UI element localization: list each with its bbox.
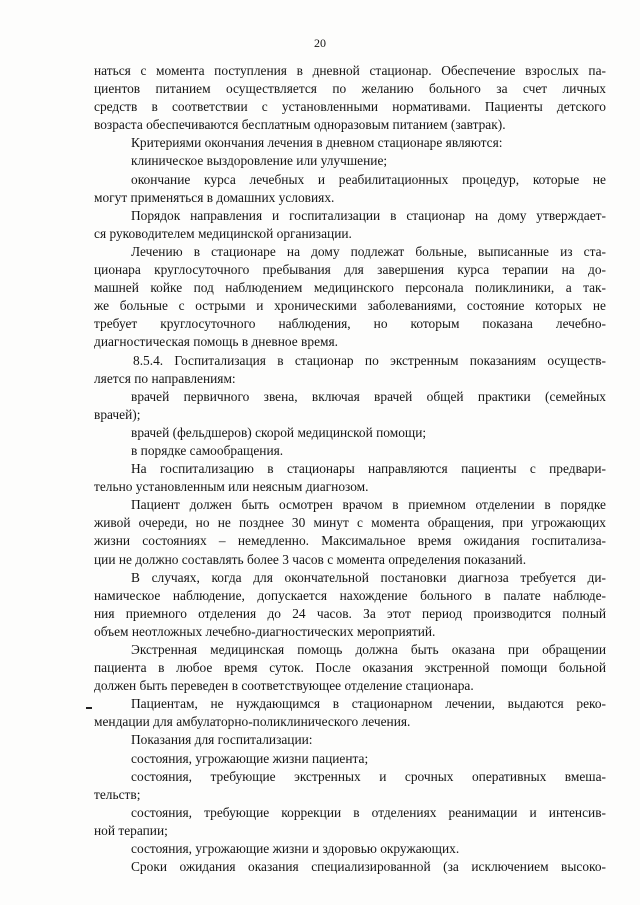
text-line: в порядке самообращения. xyxy=(131,442,284,458)
text-line: пациента в любое время суток. После оказания экстренной помощи больной xyxy=(94,660,606,676)
text-line: ляется по направлениям: xyxy=(94,370,236,386)
text-line: Порядок направления и госпитализации в стационар на дому утверждает- xyxy=(131,207,606,223)
text-line: врачей (фельдшеров) скорой медицинской помощи; xyxy=(131,424,427,440)
text-line: жизни состояниях – немедленно. Максимальное время ожидания госпитализа- xyxy=(94,533,606,549)
text-line: Пациентам, не нуждающимся в стационарном лечении, выдаются реко- xyxy=(131,696,606,712)
text-line: же больные с острыми и хроническими заболеваниями, состояние которых не xyxy=(94,298,606,314)
text-line: ции не должно составлять более 3 часов с момента определения показаний. xyxy=(94,551,527,567)
text-line: Пациент должен быть осмотрен врачом в приемном отделении в порядке xyxy=(131,497,606,513)
text-line: Лечению в стационаре на дому подлежат больные, выписанные из ста- xyxy=(131,243,606,259)
text-line: врачей); xyxy=(94,406,141,422)
text-line: ной терапии; xyxy=(94,822,168,838)
text-line: средств в соответствии с установленными нормативами. Пациенты детского xyxy=(94,99,606,115)
text-line: должен быть переведен в соответствующее отделение стационара. xyxy=(94,678,474,694)
text-line: Сроки ожидания оказания специализированной (за исключением высоко- xyxy=(131,859,606,875)
text-line: врачей первичного звена, включая врачей общей практики (семейных xyxy=(131,388,606,404)
text-line: Экстренная медицинская помощь должна быть оказана при обращении xyxy=(131,642,606,657)
text-line: ния приемного отделения до 24 часов. За этот период производится полный xyxy=(94,605,606,621)
text-line: В случаях, когда для окончательной постановки диагноза требуется ди- xyxy=(131,569,606,585)
text-line: На госпитализацию в стационары направляются пациенты с предвари- xyxy=(131,461,606,477)
text-line: состояния, угрожающие жизни и здоровью окружающих. xyxy=(131,841,460,857)
page-body xyxy=(94,62,606,876)
text-line: мендации для амбулаторно-поликлинического лечения. xyxy=(94,714,411,730)
text-line: окончание курса лечебных и реабилитационных процедур, которые не xyxy=(131,171,606,187)
text-line: Критериями окончания лечения в дневном стационаре являются: xyxy=(131,135,503,151)
text-line: состояния, требующие коррекции в отделениях реанимации и интенсив- xyxy=(131,804,606,820)
text-line: 8.5.4. Госпитализация в стационар по экстренным показаниям осуществ- xyxy=(133,352,606,368)
text-line: состояния, угрожающие жизни пациента; xyxy=(131,750,369,766)
text-line: возраста обеспечиваются бесплатным одноразовым питанием (завтрак). xyxy=(94,117,506,133)
text-line: клиническое выздоровление или улучшение; xyxy=(131,153,388,169)
text-line: диагностическая помощь в дневное время. xyxy=(94,334,338,350)
text-line: тельств; xyxy=(94,786,141,802)
text-line: тельно установленным или неясным диагнозом. xyxy=(94,479,369,495)
text-line: требует круглосуточного наблюдения, но которым показана лечебно- xyxy=(94,316,606,332)
text-line: ционара круглосуточного пребывания для завершения курса терапии на до- xyxy=(94,262,606,278)
text-line: циентов питанием осуществляется по желанию больного за счет личных xyxy=(94,81,606,97)
text-line: могут применяться в домашних условиях. xyxy=(94,189,335,205)
text-line: намическое наблюдение, допускается нахождение больного в палате наблюде- xyxy=(94,587,606,603)
text-line: ся руководителем медицинской организации. xyxy=(94,225,352,241)
text-line: состояния, требующие экстренных и срочных оперативных вмеша- xyxy=(131,768,606,784)
text-line: наться с момента поступления в дневной стационар. Обеспечение взрослых па- xyxy=(94,63,606,78)
text-line: Показания для госпитализации: xyxy=(131,732,313,748)
text-line: живой очереди, но не позднее 30 минут с момента обращения, при угрожающих xyxy=(94,515,606,531)
margin-mark xyxy=(86,707,92,709)
page-number: 20 xyxy=(314,36,326,50)
text-line: машней койке под наблюдением медицинского персонала поликлиники, а так- xyxy=(94,280,606,296)
text-line: объем неотложных лечебно-диагностических мероприятий. xyxy=(94,623,436,639)
